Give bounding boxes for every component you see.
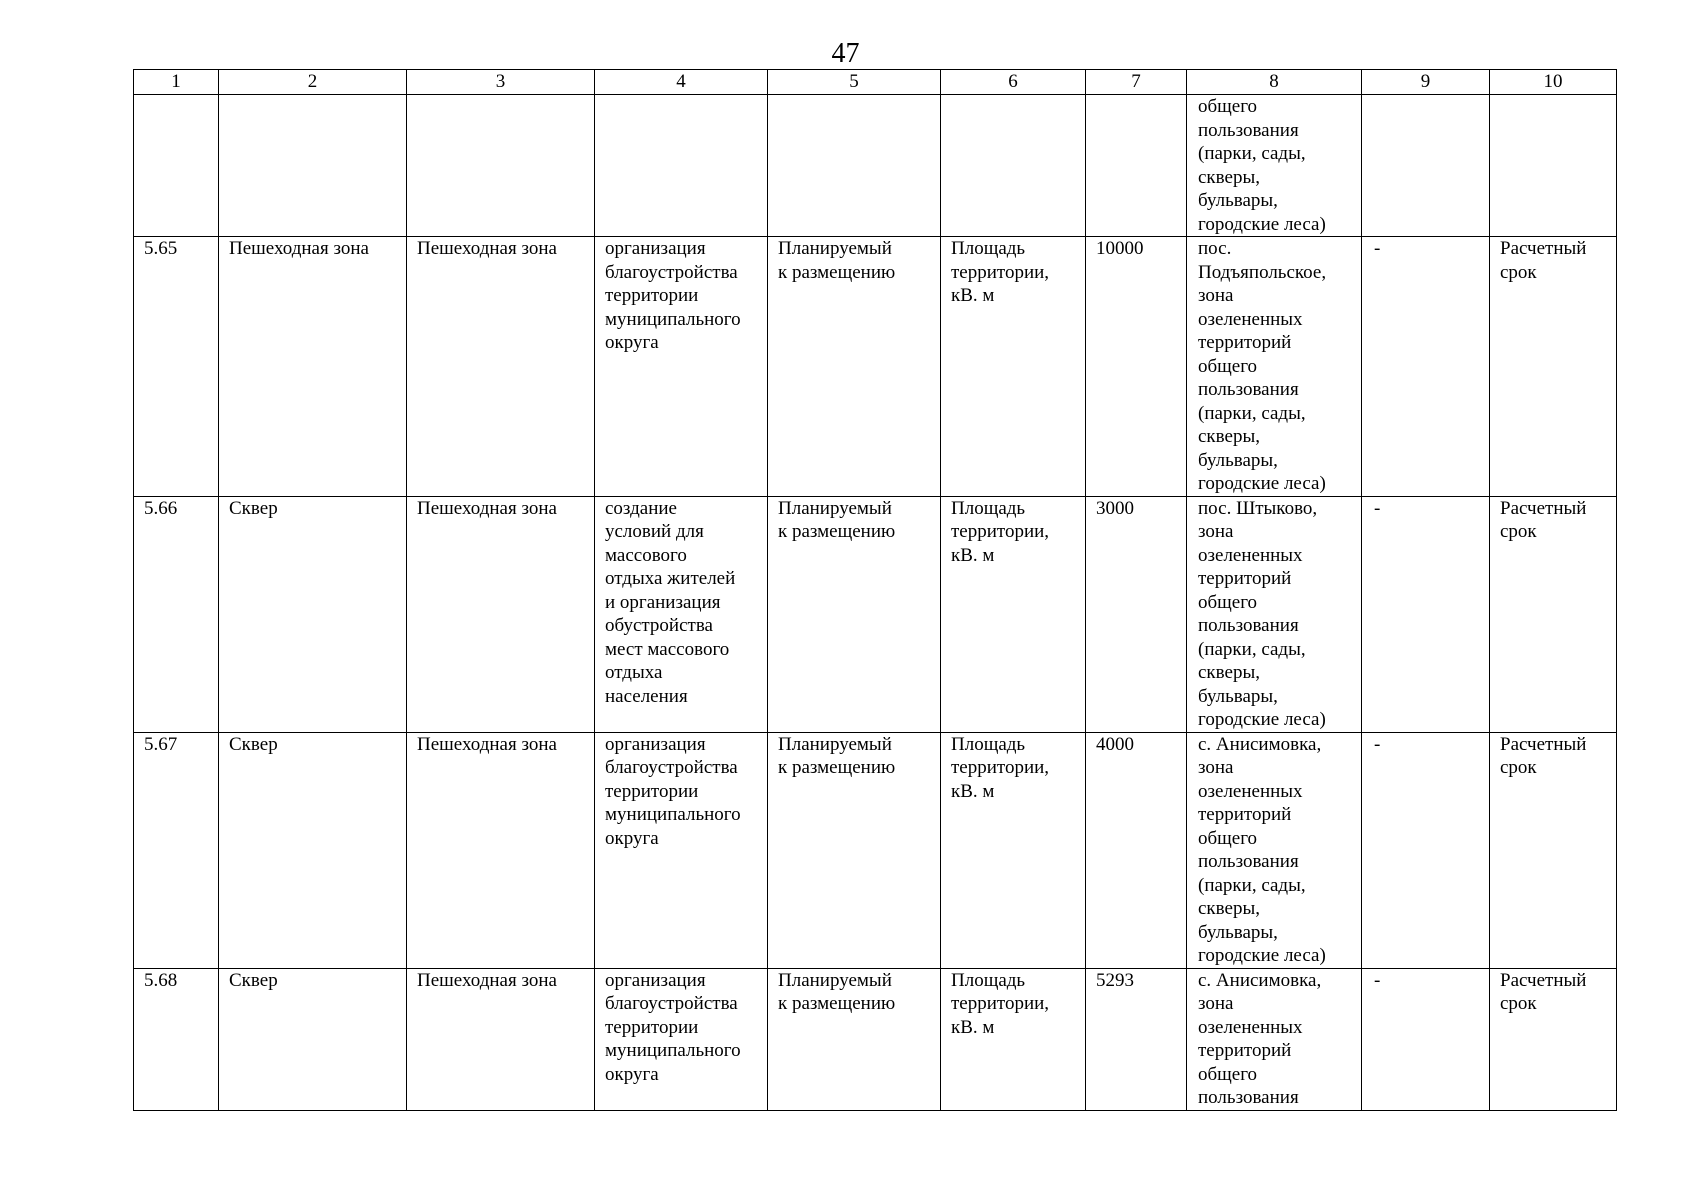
cell-status: Планируемый к размещению [768,237,941,497]
cell-type: Пешеходная зона [407,968,595,1110]
cell-empty [595,95,768,237]
cell-value: 5293 [1086,968,1187,1110]
table-header [134,70,1617,95]
continuation-row [134,95,1617,237]
cell-empty [1490,95,1617,237]
cell-value: 4000 [1086,732,1187,968]
cell-name: Сквер [219,732,407,968]
cell-characteristic: Площадь территории, кВ. м [941,732,1086,968]
cell-status: Планируемый к размещению [768,968,941,1110]
cell-empty [407,95,595,237]
cell-term: Расчетный срок [1490,237,1617,497]
header-cell-2: 2 [219,70,407,95]
table-row [134,732,1617,968]
cell-characteristic: Площадь территории, кВ. м [941,968,1086,1110]
cell-location: общего пользования (парки, сады, скверы, бульвары, городские леса) [1187,95,1362,237]
cell-value: 3000 [1086,496,1187,732]
cell-purpose: организация благоустройства территории муниципального округа [595,732,768,968]
table-row [134,237,1617,497]
table-row [134,968,1617,1110]
cell-status: Планируемый к размещению [768,732,941,968]
cell-location: пос. Штыково, зона озелененных территорий общего пользования (парки, сады, скверы, бульвары, городские леса) [1187,496,1362,732]
cell-name: Пешеходная зона [219,237,407,497]
header-cell-1: 1 [134,70,219,95]
cell-empty [1362,95,1490,237]
cell-type: Пешеходная зона [407,237,595,497]
cell-empty [768,95,941,237]
cell-location: пос. Подъяпольское, зона озелененных территорий общего пользования (парки, сады, скверы, бульвары, городские леса) [1187,237,1362,497]
cell-status: Планируемый к размещению [768,496,941,732]
cell-type: Пешеходная зона [407,496,595,732]
cell-number: 5.68 [134,968,219,1110]
cell-value: 10000 [1086,237,1187,497]
cell-characteristic: Площадь территории, кВ. м [941,237,1086,497]
cell-empty [1086,95,1187,237]
planning-table [133,69,1617,1111]
cell-purpose: создание условий для массового отдыха жителей и организация обустройства мест массового отдыха населения [595,496,768,732]
header-cell-6: 6 [941,70,1086,95]
cell-location: с. Анисимовка, зона озелененных территорий общего пользования (парки, сады, скверы, бульвары, городские леса) [1187,732,1362,968]
cell-name: Сквер [219,496,407,732]
cell-zone: - [1362,237,1490,497]
header-cell-7: 7 [1086,70,1187,95]
header-cell-9: 9 [1362,70,1490,95]
cell-location: с. Анисимовка, зона озелененных территорий общего пользования [1187,968,1362,1110]
cell-zone: - [1362,968,1490,1110]
header-row [134,70,1617,95]
cell-number: 5.67 [134,732,219,968]
cell-term: Расчетный срок [1490,496,1617,732]
cell-empty [941,95,1086,237]
header-cell-8: 8 [1187,70,1362,95]
cell-characteristic: Площадь территории, кВ. м [941,496,1086,732]
cell-type: Пешеходная зона [407,732,595,968]
table-body [134,95,1617,1111]
cell-term: Расчетный срок [1490,968,1617,1110]
cell-term: Расчетный срок [1490,732,1617,968]
cell-zone: - [1362,496,1490,732]
cell-name: Сквер [219,968,407,1110]
table-row [134,496,1617,732]
cell-empty [134,95,219,237]
header-cell-10: 10 [1490,70,1617,95]
page-number: 47 [831,38,860,69]
header-cell-5: 5 [768,70,941,95]
cell-purpose: организация благоустройства территории муниципального округа [595,968,768,1110]
header-cell-4: 4 [595,70,768,95]
cell-zone: - [1362,732,1490,968]
header-cell-3: 3 [407,70,595,95]
cell-empty [219,95,407,237]
cell-purpose: организация благоустройства территории муниципального округа [595,237,768,497]
cell-number: 5.65 [134,237,219,497]
cell-number: 5.66 [134,496,219,732]
